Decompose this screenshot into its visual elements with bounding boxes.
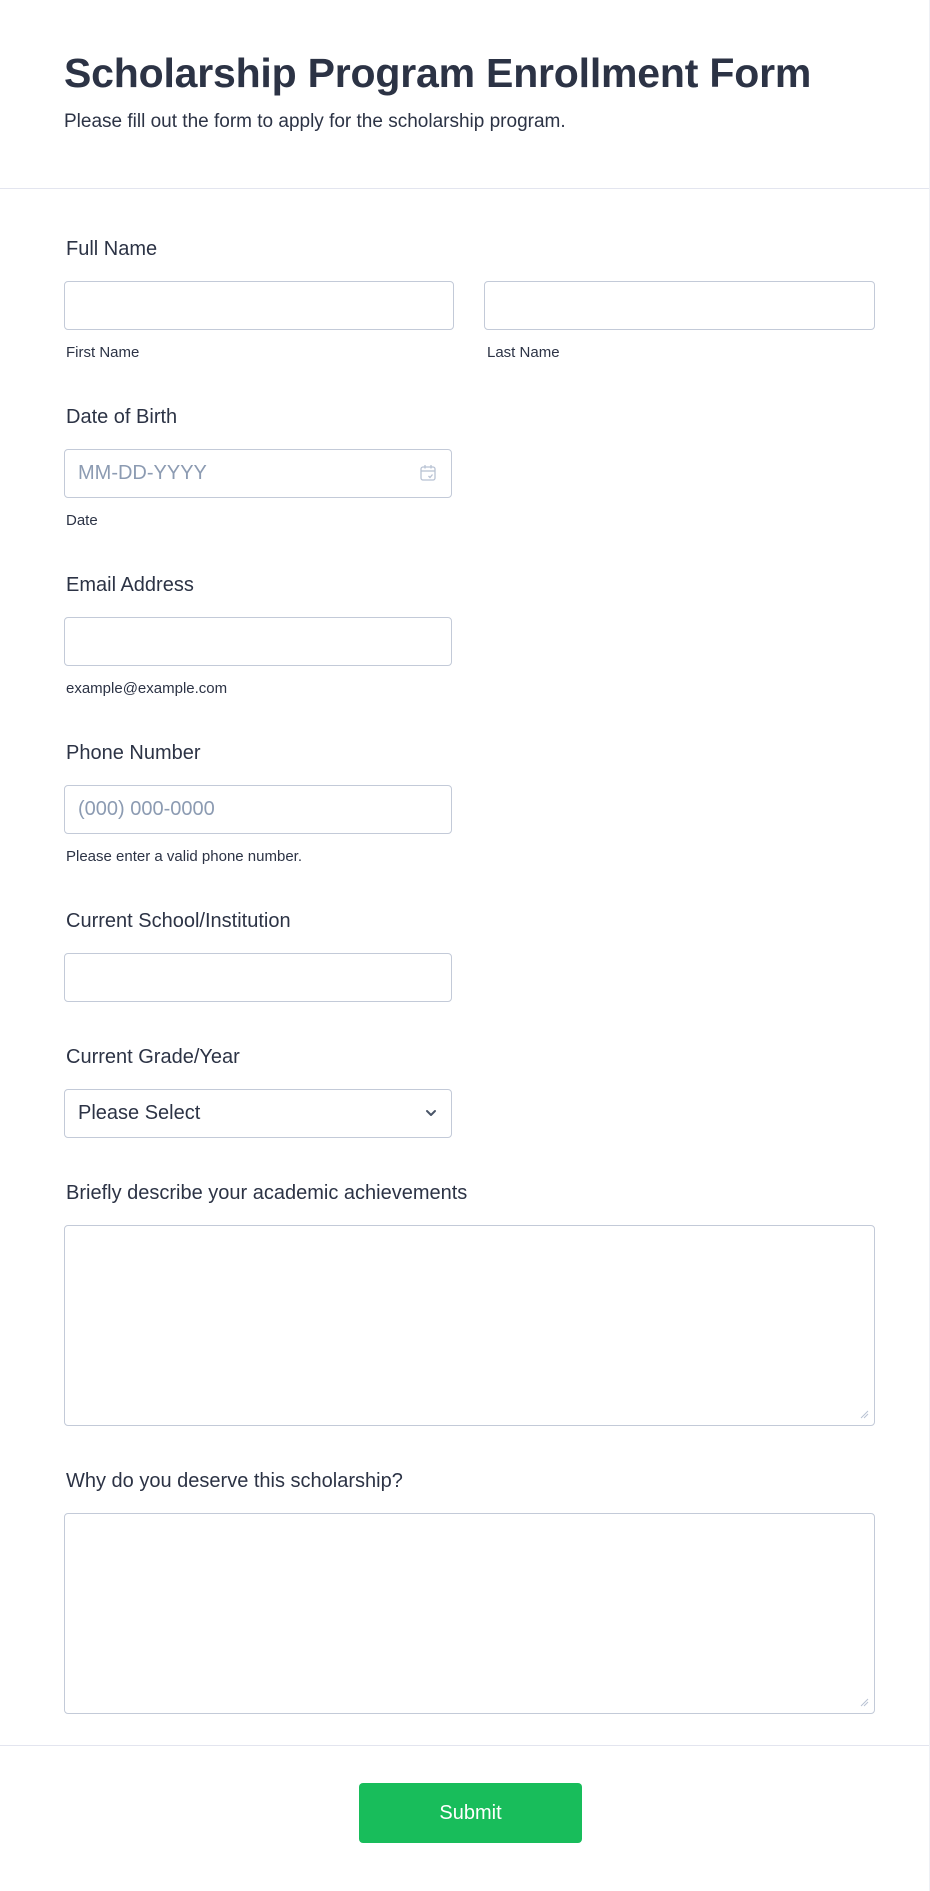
first-name-input[interactable]: [64, 281, 454, 330]
resize-grip-icon[interactable]: [860, 1410, 869, 1419]
dob-sublabel: Date: [66, 512, 98, 529]
dob-input[interactable]: [64, 449, 452, 498]
phone-input[interactable]: [64, 785, 452, 834]
achievements-label: Briefly describe your academic achievements: [66, 1182, 468, 1204]
last-name-input[interactable]: [484, 281, 875, 330]
grade-label: Current Grade/Year: [66, 1046, 240, 1068]
form-header: [0, 0, 930, 189]
phone-label: Phone Number: [66, 742, 201, 764]
full-name-label: Full Name: [66, 238, 158, 260]
calendar-icon[interactable]: [419, 464, 437, 482]
school-input[interactable]: [64, 953, 452, 1002]
school-label: Current School/Institution: [66, 910, 291, 932]
email-sublabel: example@example.com: [66, 680, 228, 697]
grade-select[interactable]: [64, 1089, 452, 1138]
page-subtitle: Please fill out the form to apply for the scholarship program.: [64, 111, 566, 132]
first-name-sublabel: First Name: [66, 344, 140, 361]
last-name-sublabel: Last Name: [487, 344, 560, 361]
grade-select-value: Please Select: [78, 1102, 201, 1124]
achievements-textarea[interactable]: [64, 1225, 875, 1426]
resize-grip-icon[interactable]: [860, 1698, 869, 1707]
deserve-textarea[interactable]: [64, 1513, 875, 1714]
footer-divider: [0, 1745, 930, 1746]
dob-label: Date of Birth: [66, 406, 178, 428]
email-label: Email Address: [66, 574, 194, 596]
email-input[interactable]: [64, 617, 452, 666]
submit-button[interactable]: Submit: [359, 1783, 582, 1843]
page-title: Scholarship Program Enrollment Form: [64, 50, 812, 96]
deserve-label: Why do you deserve this scholarship?: [66, 1470, 403, 1492]
phone-sublabel: Please enter a valid phone number.: [66, 848, 302, 865]
chevron-down-icon: [424, 1106, 438, 1120]
